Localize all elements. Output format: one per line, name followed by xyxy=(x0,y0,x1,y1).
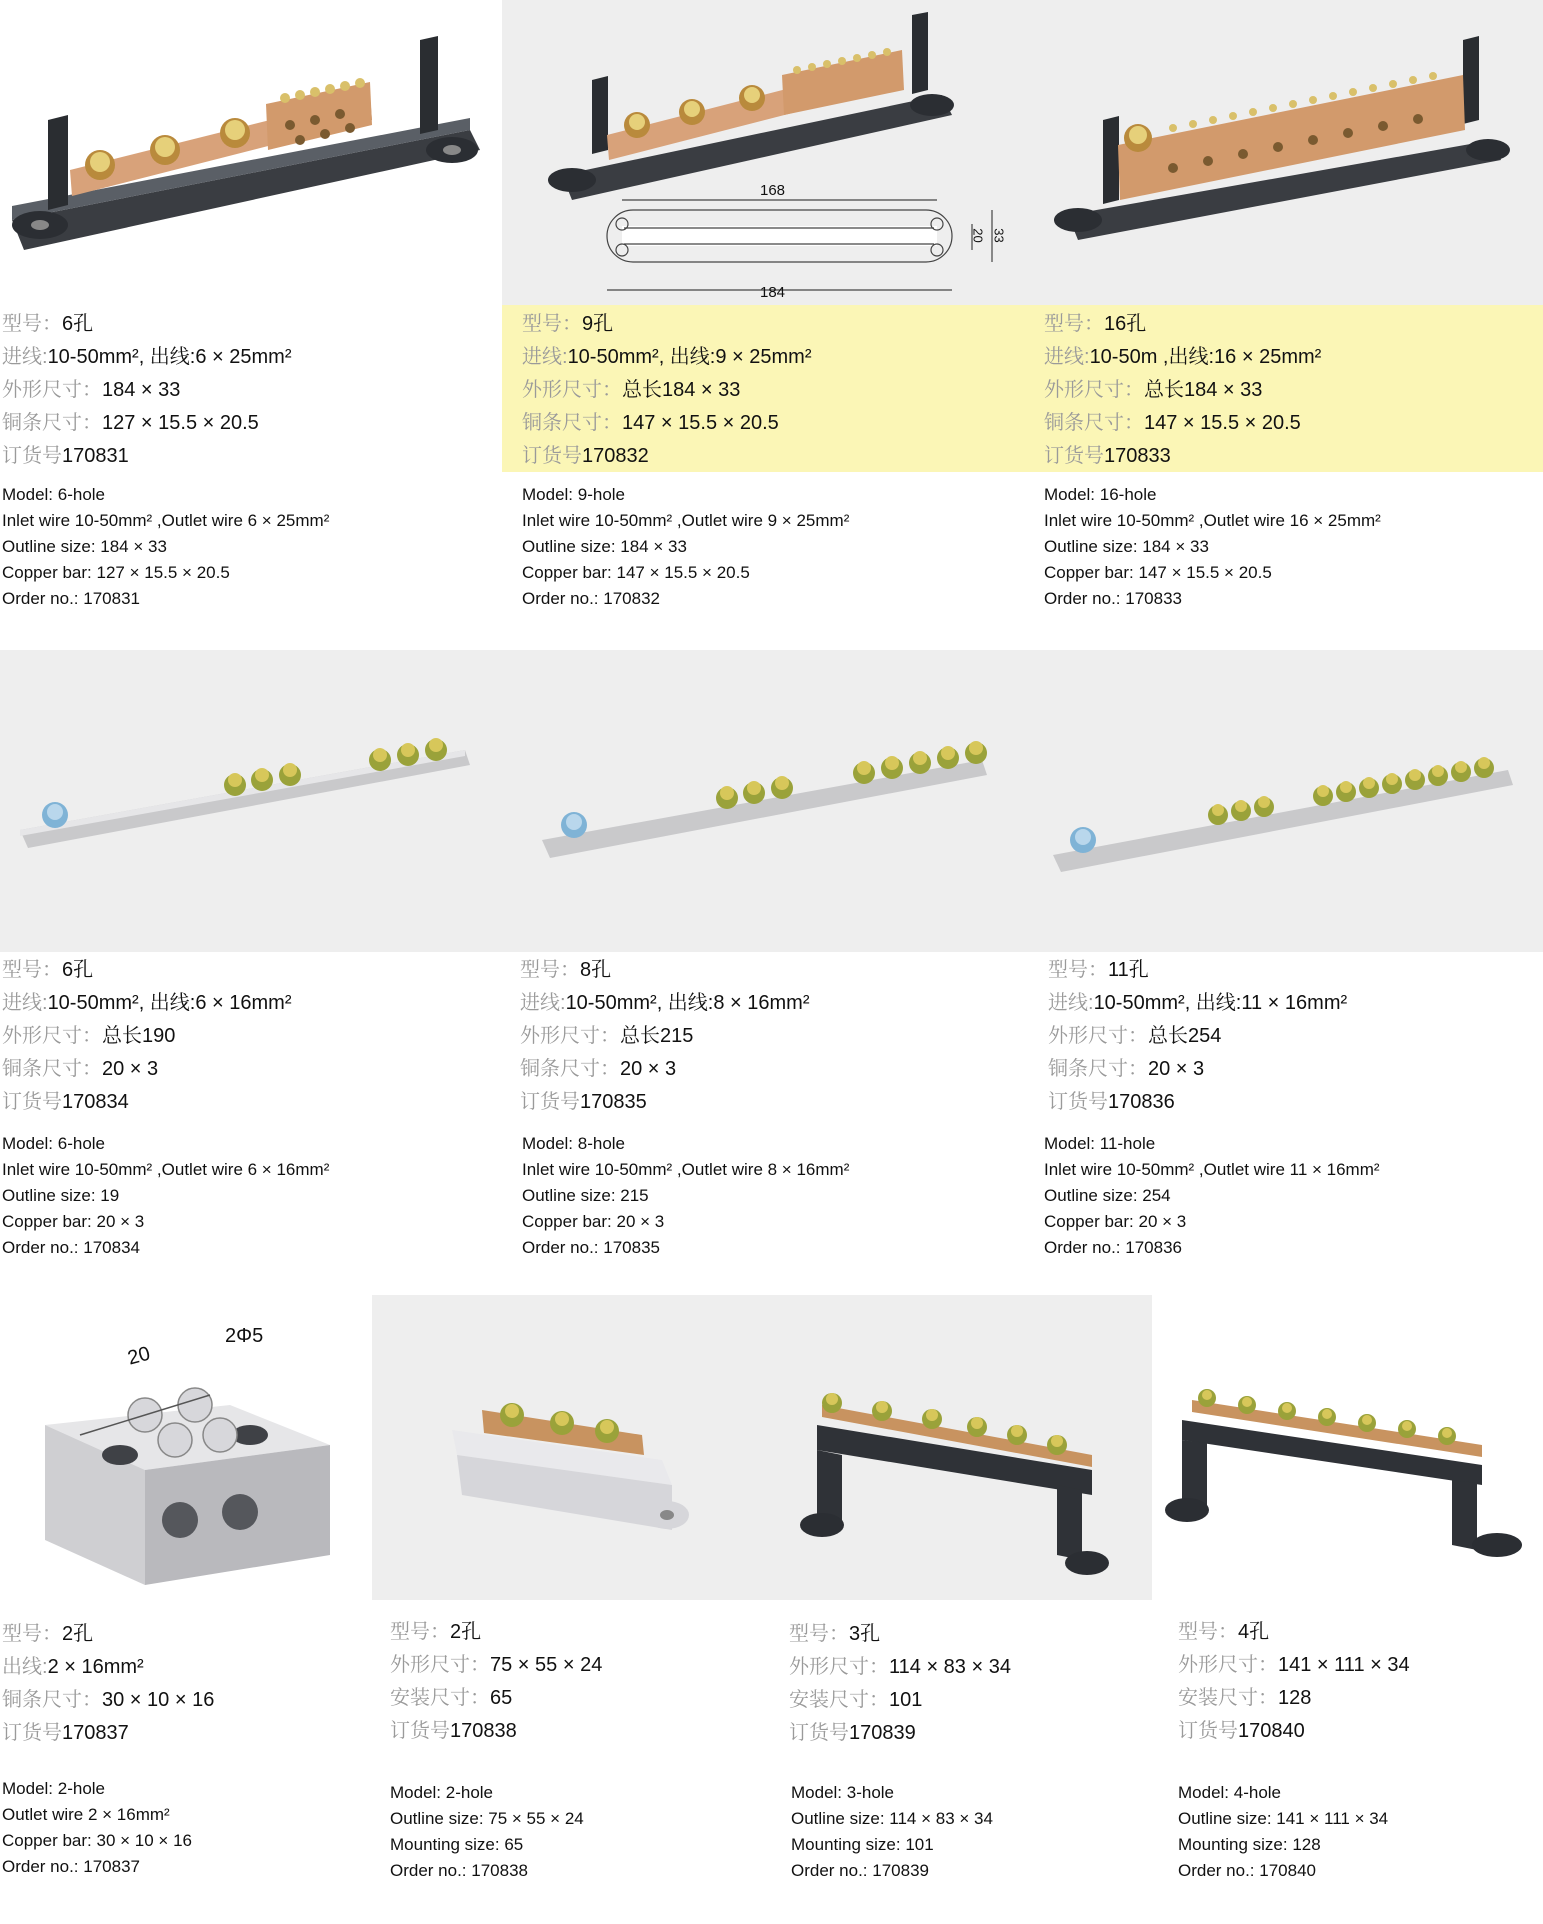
product-1-cn-specs: 型号：6孔 进线:10-50mm², 出线:6 × 25mm² 外形尺寸：184 × 33 铜条尺寸：127 × 15.5 × 20.5 订货号170831 xyxy=(2,313,292,467)
product-9-cn-specs: 型号：3孔 外形尺寸：114 × 83 × 34 安装尺寸：101 订货号170839 xyxy=(789,1623,1011,1744)
product-4-cn-specs: 型号：6孔 进线:10-50mm², 出线:6 × 16mm² 外形尺寸：总长190 铜条尺寸：20 × 3 订货号170834 xyxy=(2,959,292,1113)
product-6-en-specs: Model: 11-hole Inlet wire 10-50mm² ,Outlet wire 11 × 16mm² Outline size: 254 Copper bar: 20 × 3 Order no.: 170836 xyxy=(1044,1134,1380,1257)
dimension-label-184: 184 xyxy=(760,284,786,301)
product-image-4-hole-insulator-bar xyxy=(1152,1295,1543,1600)
product-5-cn-specs: 型号：8孔 进线:10-50mm², 出线:8 × 16mm² 外形尺寸：总长215 铜条尺寸：20 × 3 订货号170835 xyxy=(520,959,810,1113)
product-7-en-specs: Model: 2-hole Outlet wire 2 × 16mm² Copper bar: 30 × 10 × 16 Order no.: 170837 xyxy=(2,1779,192,1876)
product-2-cn-specs: 型号：9孔 进线:10-50mm², 出线:9 × 25mm² 外形尺寸：总长184 × 33 铜条尺寸：147 × 15.5 × 20.5 订货号170832 xyxy=(522,313,812,467)
product-image-2-hole-block xyxy=(0,1295,372,1600)
product-6-cn-specs: 型号：11孔 进线:10-50mm², 出线:11 × 16mm² 外形尺寸：总长254 铜条尺寸：20 × 3 订货号170836 xyxy=(1048,959,1348,1113)
dimension-label-20: 20 xyxy=(970,228,986,243)
product-image-6-hole-terminal-bar xyxy=(0,0,502,305)
product-8-cn-specs: 型号：2孔 外形尺寸：75 × 55 × 24 安装尺寸：65 订货号170838 xyxy=(390,1621,603,1742)
product-8-en-specs: Model: 2-hole Outline size: 75 × 55 × 24 Mounting size: 65 Order no.: 170838 xyxy=(390,1783,584,1880)
product-image-6-hole-flat-bar xyxy=(0,650,502,952)
dimension-label-33: 33 xyxy=(991,228,1007,243)
product-image-9-hole-terminal-bar xyxy=(502,0,1023,305)
product-10-en-specs: Model: 4-hole Outline size: 141 × 111 × 34 Mounting size: 128 Order no.: 170840 xyxy=(1178,1783,1389,1880)
product-image-2-hole-insulator-bar xyxy=(372,1295,762,1600)
product-image-16-hole-terminal-bar xyxy=(1023,0,1543,305)
dimension-label-168: 168 xyxy=(760,182,786,199)
product-10-cn-specs: 型号：4孔 外形尺寸：141 × 111 × 34 安装尺寸：128 订货号170840 xyxy=(1178,1621,1410,1742)
product-3-cn-specs: 型号：16孔 进线:10-50m ,出线:16 × 25mm² 外形尺寸：总长184 × 33 铜条尺寸：147 × 15.5 × 20.5 订货号170833 xyxy=(1044,313,1322,467)
product-5-en-specs: Model: 8-hole Inlet wire 10-50mm² ,Outlet wire 8 × 16mm² Outline size: 215 Copper bar: 20 × 3 Order no.: 170835 xyxy=(522,1134,850,1257)
product-image-8-hole-flat-bar xyxy=(502,650,1023,952)
product-image-3-hole-insulator-bar xyxy=(762,1295,1152,1600)
product-image-11-hole-flat-bar xyxy=(1023,650,1543,952)
product-3-en-specs: Model: 16-hole Inlet wire 10-50mm² ,Outlet wire 16 × 25mm² Outline size: 184 × 33 Copper bar: 147 × 15.5 × 20.5 Order no.: 170833 xyxy=(1044,485,1381,608)
dimension-label-holes: 2Φ5 xyxy=(225,1325,264,1347)
product-2-en-specs: Model: 9-hole Inlet wire 10-50mm² ,Outlet wire 9 × 25mm² Outline size: 184 × 33 Copper bar: 147 × 15.5 × 20.5 Order no.: 170832 xyxy=(522,485,850,608)
product-4-en-specs: Model: 6-hole Inlet wire 10-50mm² ,Outlet wire 6 × 16mm² Outline size: 19 Copper bar: 20 × 3 Order no.: 170834 xyxy=(2,1134,330,1257)
product-9-en-specs: Model: 3-hole Outline size: 114 × 83 × 34 Mounting size: 101 Order no.: 170839 xyxy=(791,1783,993,1880)
product-7-cn-specs: 型号：2孔 出线:2 × 16mm² 铜条尺寸：30 × 10 × 16 订货号170837 xyxy=(2,1623,215,1744)
dimension-label-20: 20 xyxy=(125,1342,153,1370)
product-1-en-specs: Model: 6-hole Inlet wire 10-50mm² ,Outlet wire 6 × 25mm² Outline size: 184 × 33 Copper bar: 127 × 15.5 × 20.5 Order no.: 170831 xyxy=(2,485,330,608)
